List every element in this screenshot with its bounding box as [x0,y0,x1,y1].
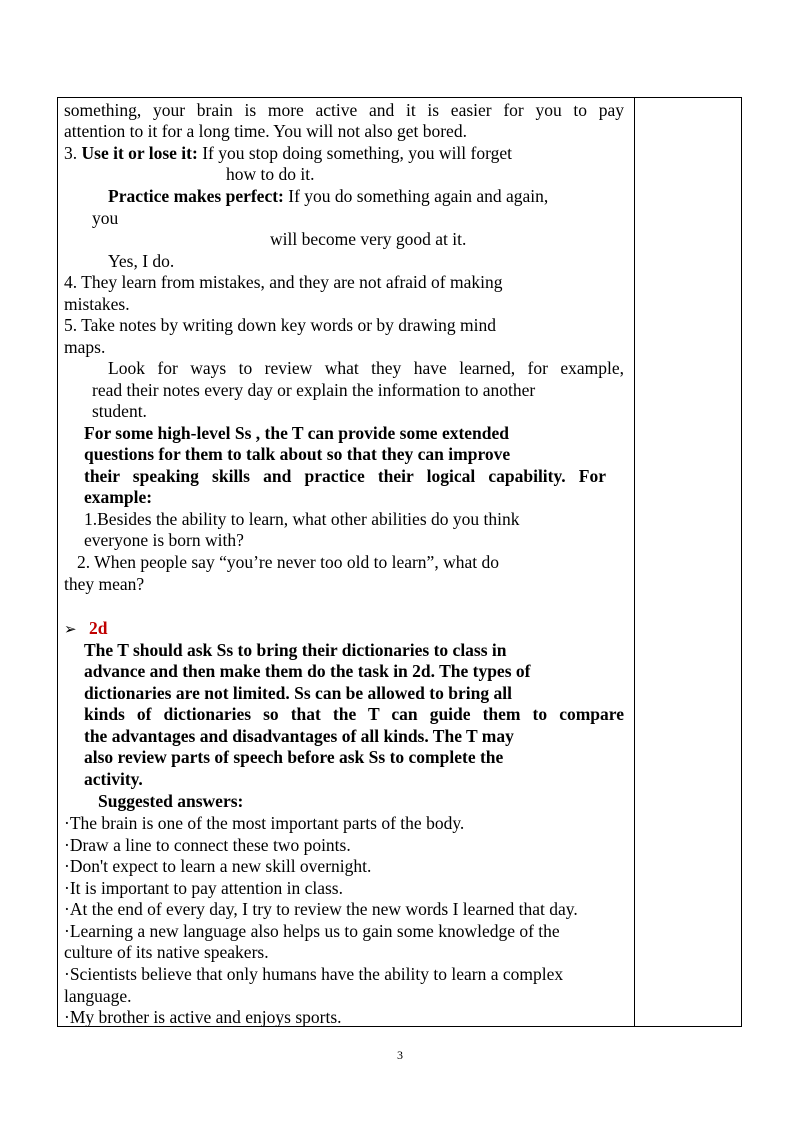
answer-item: ·My brother is active and enjoys sports. [64,1007,342,1027]
text-line: attention to it for a long time. You will not also get bored. [64,121,467,141]
text-span: If you do something again and again, [288,186,549,206]
text-line: maps. [64,337,106,357]
table-column-divider [634,97,635,1027]
suggested-answers-heading: Suggested answers: [98,791,244,811]
answer-item: ·The brain is one of the most important parts of the body. [64,813,465,833]
question-1: 1.Besides the ability to learn, what other abilities do you think [84,509,520,529]
list-item-3 [64,143,512,164]
text-line: mistakes. [64,294,130,314]
text-line: they mean? [64,574,145,594]
text-line: culture of its native speakers. [64,942,269,962]
bold-paragraph-line: the advantages and disadvantages of all kinds. The T may [84,726,514,746]
text-line: Look for ways to review what they have learned, for example, [108,358,624,378]
answer-item: ·Learning a new language also helps us to gain some knowledge of the [64,921,560,941]
question-2: 2. When people say “you’re never too old to learn”, what do [77,552,499,572]
section-heading-2d [64,618,107,641]
answer-item: ·Draw a line to connect these two points. [64,835,351,855]
text-line: how to do it. [226,164,315,184]
text-line: will become very good at it. [270,229,467,249]
bold-heading: Practice makes perfect: [108,186,284,206]
bold-paragraph-line: dictionaries are not limited. Ss can be allowed to bring all [84,683,512,703]
text-line: something, your brain is more active and it is easier for you to pay [64,100,624,120]
bold-paragraph-line: advance and then make them do the task in 2d. The types of [84,661,531,681]
bold-paragraph-line: kinds of dictionaries so that the T can guide them to compare [84,704,624,724]
text-line [108,186,548,207]
list-number: 3. [64,143,78,163]
section-label: 2d [88,618,108,638]
bold-paragraph-line: For some high-level Ss , the T can provide some extended [84,423,510,443]
text-line: everyone is born with? [84,530,244,550]
text-line: you [92,208,119,228]
bold-paragraph-line: The T should ask Ss to bring their dictionaries to class in [84,640,507,660]
bold-paragraph-line: questions for them to talk about so that they can improve [84,444,511,464]
answer-item: ·It is important to pay attention in class. [64,878,343,898]
text-span: If you stop doing something, you will forget [202,143,512,163]
list-item-5: 5. Take notes by writing down key words or by drawing mind [64,315,497,335]
answer-item: ·At the end of every day, I try to review the new words I learned that day. [64,899,578,919]
bold-paragraph-line: also review parts of speech before ask Ss to complete the [84,747,504,767]
text-line: language. [64,986,132,1006]
answer-item: ·Don't expect to learn a new skill overnight. [64,856,372,876]
text-line: student. [92,401,147,421]
bold-paragraph-line: activity. [84,769,143,789]
page-number: 3 [397,1048,403,1062]
text-line: Yes, I do. [108,251,175,271]
text-line: read their notes every day or explain the information to another [92,380,536,400]
bold-heading: Use it or lose it: [81,143,198,163]
answer-item: ·Scientists believe that only humans have the ability to learn a complex [64,964,564,984]
bold-paragraph-line: their speaking skills and practice their logical capability. For [84,466,606,486]
arrow-bullet-icon: ➢ [64,622,77,638]
bold-paragraph-line: example: [84,487,153,507]
list-item-4: 4. They learn from mistakes, and they are not afraid of making [64,272,503,292]
